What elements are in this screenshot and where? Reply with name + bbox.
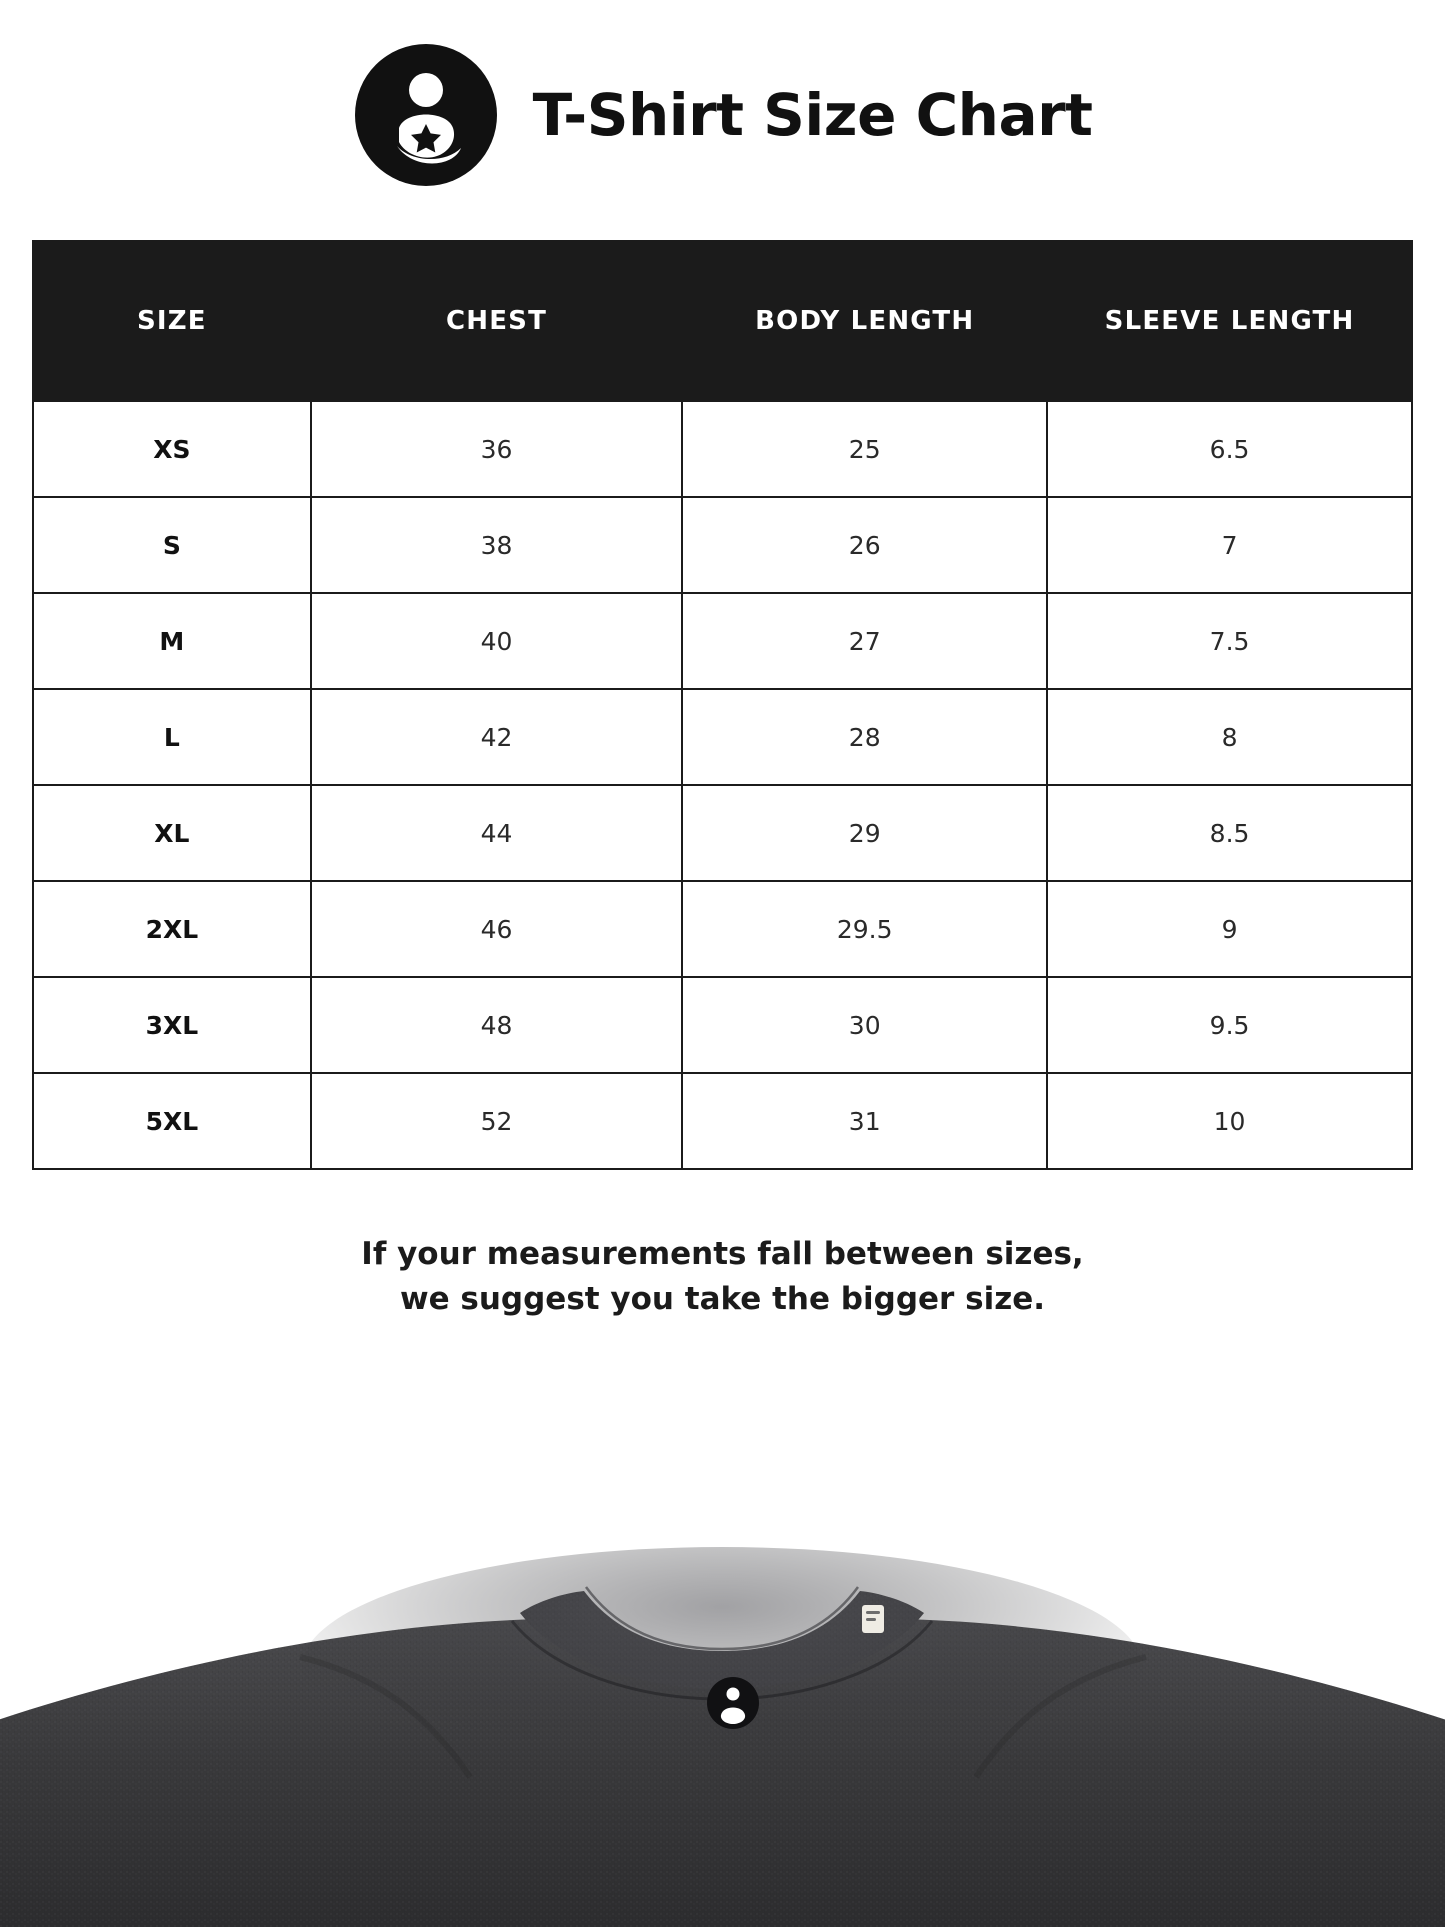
tshirt-collar-photo bbox=[0, 1547, 1445, 1927]
table-row bbox=[33, 977, 1412, 1073]
column-header-sleeve-length: SLEEVE LENGTH bbox=[1047, 241, 1412, 401]
cell-body-length: 31 bbox=[682, 1073, 1047, 1169]
cell-sleeve-length: 8 bbox=[1047, 689, 1412, 785]
table-head bbox=[33, 241, 1412, 401]
cell-size: L bbox=[33, 689, 311, 785]
table-header-row bbox=[33, 241, 1412, 401]
size-table-container bbox=[32, 240, 1413, 1170]
sizing-note bbox=[173, 1232, 1273, 1322]
cell-size: 3XL bbox=[33, 977, 311, 1073]
sizing-note-line-2: we suggest you take the bigger size. bbox=[399, 1280, 1046, 1317]
page-header bbox=[0, 0, 1445, 198]
table-row bbox=[33, 497, 1412, 593]
cell-chest: 36 bbox=[311, 401, 683, 497]
cell-size: M bbox=[33, 593, 311, 689]
cell-size: XL bbox=[33, 785, 311, 881]
cell-sleeve-length: 9 bbox=[1047, 881, 1412, 977]
cell-chest: 40 bbox=[311, 593, 683, 689]
sizing-note-line-1: If your measurements fall between sizes, bbox=[361, 1236, 1084, 1272]
cell-chest: 44 bbox=[311, 785, 683, 881]
cell-body-length: 27 bbox=[682, 593, 1047, 689]
column-header-size: SIZE bbox=[33, 241, 311, 401]
cell-body-length: 30 bbox=[682, 977, 1047, 1073]
table-row bbox=[33, 689, 1412, 785]
cell-size: XS bbox=[33, 401, 311, 497]
cell-sleeve-length: 10 bbox=[1047, 1073, 1412, 1169]
table-row bbox=[33, 881, 1412, 977]
cell-chest: 46 bbox=[311, 881, 683, 977]
cell-chest: 42 bbox=[311, 689, 683, 785]
size-table bbox=[32, 240, 1413, 1170]
cell-body-length: 28 bbox=[682, 689, 1047, 785]
cell-sleeve-length: 9.5 bbox=[1047, 977, 1412, 1073]
table-row bbox=[33, 593, 1412, 689]
column-header-body-length: BODY LENGTH bbox=[682, 241, 1047, 401]
cell-sleeve-length: 6.5 bbox=[1047, 401, 1412, 497]
cell-sleeve-length: 7 bbox=[1047, 497, 1412, 593]
table-row bbox=[33, 1073, 1412, 1169]
cell-sleeve-length: 7.5 bbox=[1047, 593, 1412, 689]
cell-chest: 48 bbox=[311, 977, 683, 1073]
column-header-chest: CHEST bbox=[311, 241, 683, 401]
cell-body-length: 29.5 bbox=[682, 881, 1047, 977]
cell-chest: 38 bbox=[311, 497, 683, 593]
table-row bbox=[33, 401, 1412, 497]
table-body bbox=[33, 401, 1412, 1169]
page-title: T-Shirt Size Chart bbox=[532, 81, 1093, 149]
cell-body-length: 26 bbox=[682, 497, 1047, 593]
cell-body-length: 25 bbox=[682, 401, 1047, 497]
cell-size: 2XL bbox=[33, 881, 311, 977]
cell-size: S bbox=[33, 497, 311, 593]
cell-body-length: 29 bbox=[682, 785, 1047, 881]
cell-size: 5XL bbox=[33, 1073, 311, 1169]
cell-chest: 52 bbox=[311, 1073, 683, 1169]
table-row bbox=[33, 785, 1412, 881]
person-circle-logo-icon bbox=[353, 42, 499, 188]
cell-sleeve-length: 8.5 bbox=[1047, 785, 1412, 881]
person-circle-label-icon bbox=[707, 1677, 759, 1729]
